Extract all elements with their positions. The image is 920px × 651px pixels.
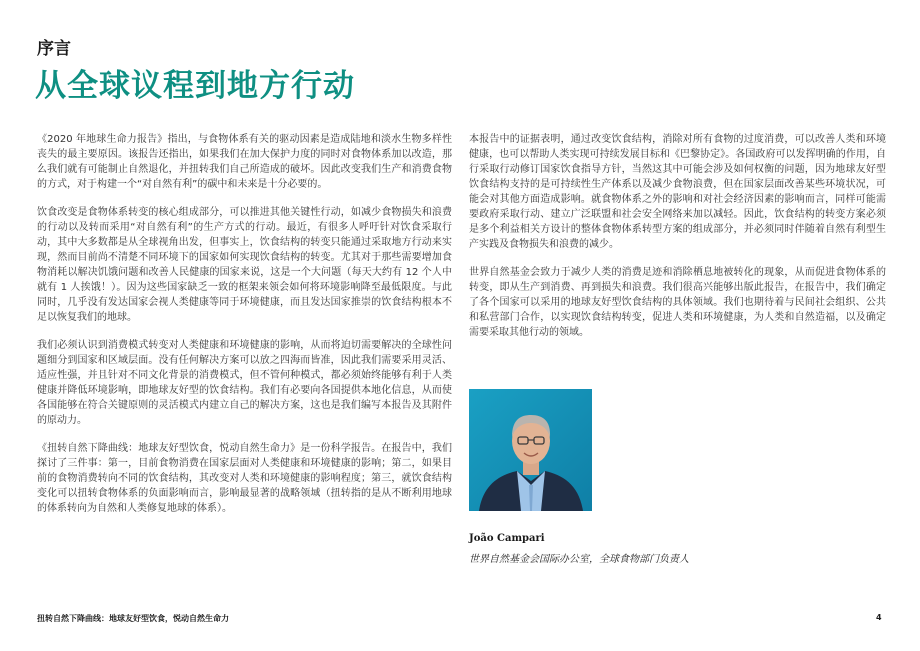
section-label: 序言 [37,39,71,59]
page-number: 4 [876,613,882,622]
body-paragraph: 世界自然基金会致力于减少人类的消费足迹和消除栖息地被转化的现象，从而促进食物体系的转变，即从生产到消费、再到损失和浪费。我们很高兴能够出版此报告，在报告中，我们确定了各个国家可以采用的地球友好型饮食结构的具体领域。我们也期待着与民间社会组织、公共和私营部门合作，以实现饮食结构转变，促进人类和环境健康，为人类和自然造福，以及确定需要采取其他行动的领域。 [469,267,886,338]
author-role: 世界自然基金会国际办公室，全球食物部门负责人 [469,554,689,565]
body-paragraph: 我们必须认识到消费模式转变对人类健康和环境健康的影响，从而将迫切需要解决的全球性问题细分到国家和区域层面。没有任何解决方案可以放之四海而皆准，因此我们需要采用灵活、适应性强，并且针对不同文化背景的消费模式，但不管何种模式，都必须始终能够有利于人类健康并降低环境影响，即地球友好型的饮食结构。我们有必要向各国提供本地化信息，从而使各国能够在符合关键原则的灵活模式内建立自己的解决方案，这也是我们编写本报告及其附件的原动力。 [37,340,452,426]
left-column [37,132,452,529]
footer-title: 扭转自然下降曲线：地球友好型饮食，悦动自然生命力 [37,614,229,623]
body-paragraph: 本报告中的证据表明，通过改变饮食结构，消除对所有食物的过度消费，可以改善人类和环境健康，也可以帮助人类实现可持续发展目标和《巴黎协定》。各国政府可以发挥明确的作用，自行采取行动修订国家饮食指导方针，当然这其中可能会涉及如何权衡的问题，因为地球友好型饮食结构支持的是可持续性生产体系以及减少食物浪费，但在国家层面改善某些环境状况，可能会对其他方面造成影响。就食物体系之外的影响和对社会经济因素的影响而言，同样可能需要政府采取行动、建立广泛联盟和社会安全网络来加以减轻。因此，饮食结构的转变方案必须是多个利益相关方设计的整体食物体系转型方案的组成部分，并必须同时伴随着自然有利型生产实践及食物损失和浪费的减少。 [469,134,886,250]
body-paragraph: 《扭转自然下降曲线：地球友好型饮食，悦动自然生命力》是一份科学报告。在报告中，我们探讨了三件事：第一，目前食物消费在国家层面对人类健康和环境健康的影响；第二，如果目前的食物消费转向不同的饮食结构，其改变对人类和环境健康的影响程度；第三，就饮食结构变化可以扭转食物体系的负面影响而言，影响最显著的战略领域（扭转指的是从不断利用地球的体系转向为自然和人类修复地球的体系）。 [37,443,452,514]
author-photo [469,389,592,511]
body-paragraph: 饮食改变是食物体系转变的核心组成部分，可以推进其他关键性行动，如减少食物损失和浪费的行动以及转而采用“对自然有利”的生产方式的行动。最近，有很多人呼吁针对饮食采取行动，其中大多数都是从全球视角出发，但事实上，饮食结构的转变只能通过采取地方行动来实现，然而目前尚不清楚不同环境下的国家如何实现饮食结构的转变。尤其对于那些需要增加食物消耗以解决饥饿问题和改善人民健康的国家来说，这是一个大问题（每天大约有 12 个人中就有 1 人挨饿！）。因为这些国家缺乏一致的框架来领会如何将环境影响降至最低限度。与此同时，几乎没有发达国家会视人类健康等同于环境健康，而且发达国家推崇的饮食结构根本不足以恢复我们的地球。 [37,207,452,323]
right-column [469,132,886,353]
author-name: João Campari [469,533,545,544]
body-paragraph: 《2020 年地球生命力报告》指出，与食物体系有关的驱动因素是造成陆地和淡水生物多样性丧失的最主要原因。该报告还指出，如果我们在加大保护力度的同时对食物体系加以改造，那么我们就有可能制止自然退化，并扭转我们自己所造成的破坏。因此改变我们生产和消费食物的方式，对于构建一个“对自然有利”的碳中和未来是十分必要的。 [37,134,452,190]
page-title: 从全球议程到地方行动 [35,68,355,104]
